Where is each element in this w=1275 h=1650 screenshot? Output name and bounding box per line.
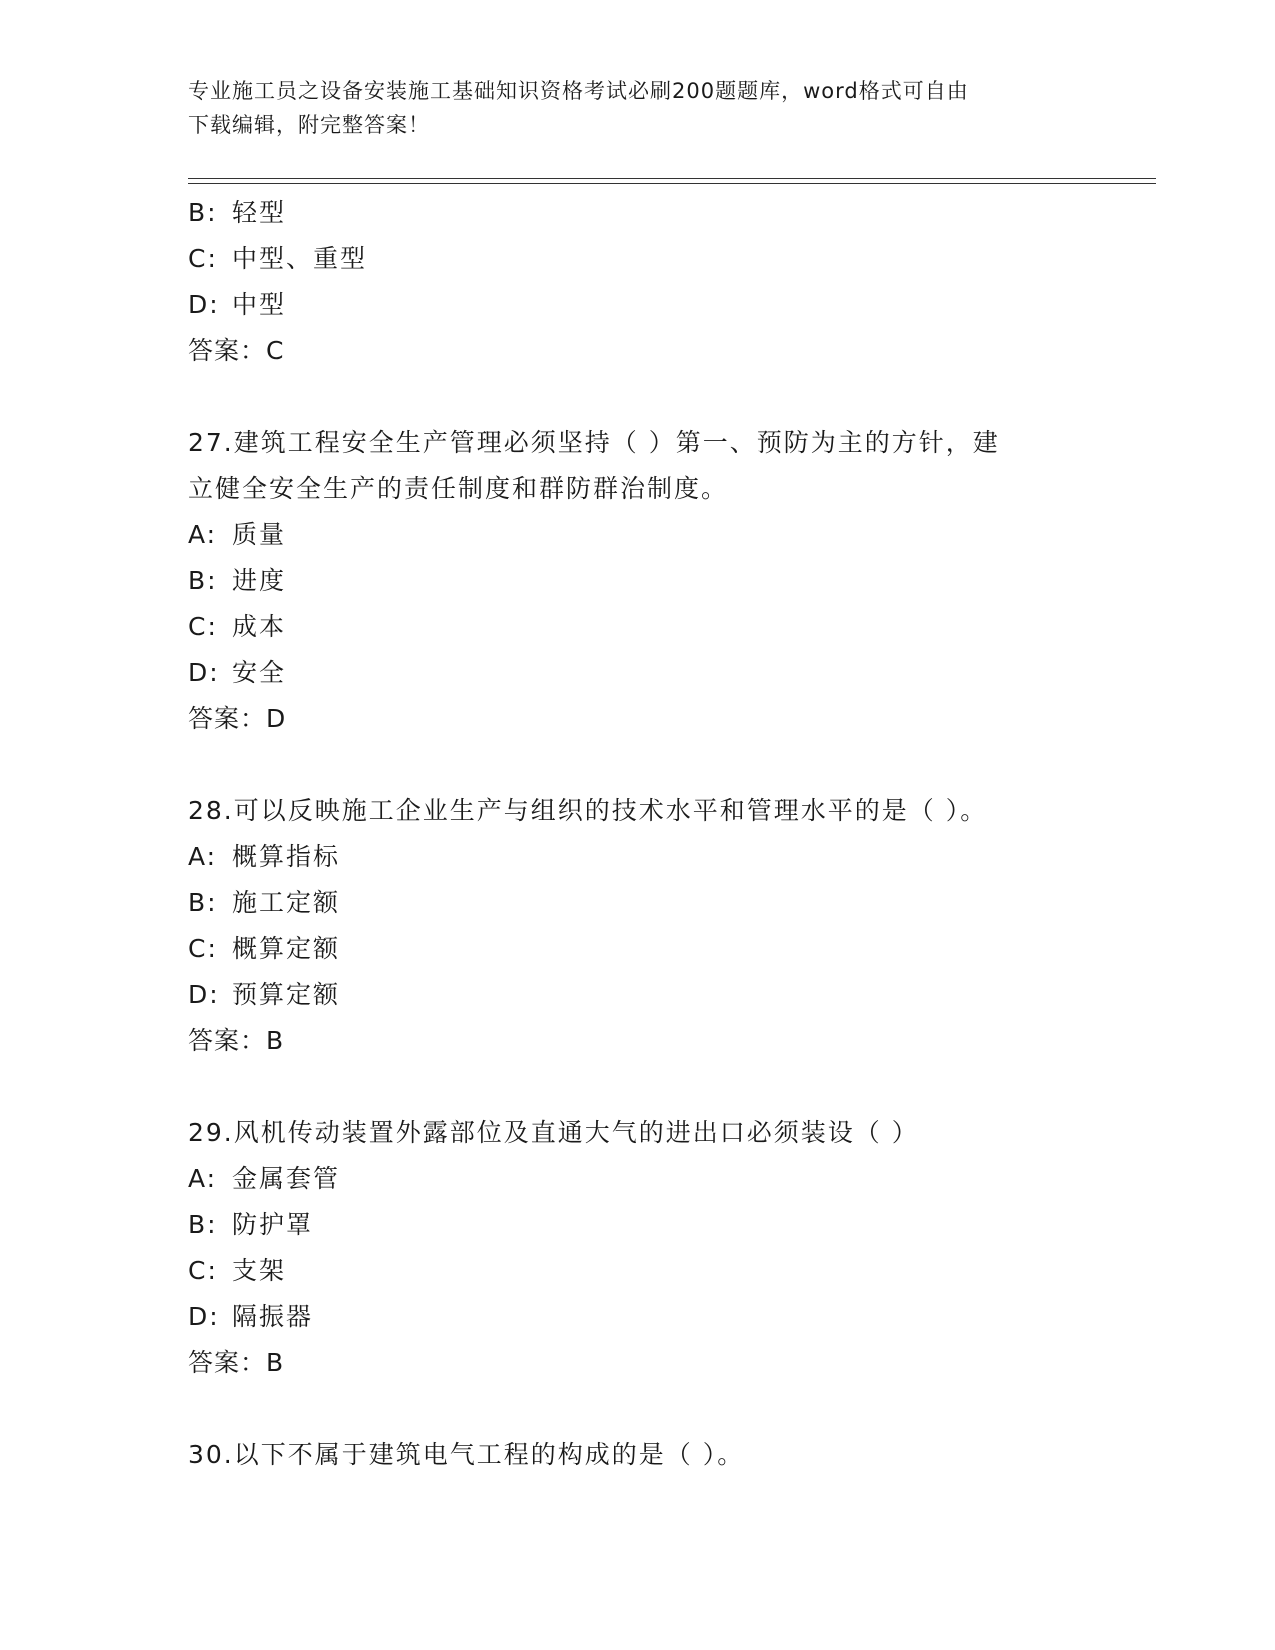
option-label: A: [188, 520, 218, 549]
document-header [188, 74, 1088, 142]
question-stem-line-2: 立健全安全生产的责任制度和群防群治制度。 [188, 474, 729, 503]
answer-line: 答案：B [188, 1026, 285, 1055]
option-text: 金属套管 [232, 1164, 341, 1193]
question-28 [188, 788, 1108, 1064]
question-stem-line-1: 29.风机传动装置外露部位及直通大气的进出口必须装设（ ） [188, 1118, 919, 1147]
answer-line: 答案：C [188, 336, 285, 365]
spacer [188, 1064, 1108, 1110]
option-a [188, 834, 1108, 880]
option-b [188, 558, 1108, 604]
question-list [188, 190, 1108, 1478]
option-label: C: [188, 934, 218, 963]
option-label: D: [188, 1302, 220, 1331]
option-a [188, 512, 1108, 558]
option-label: B: [188, 198, 218, 227]
option-text: 中型 [232, 290, 287, 319]
option-text: 中型、重型 [232, 244, 368, 273]
spacer [188, 1386, 1108, 1432]
option-label: C: [188, 1256, 218, 1285]
header-title-line-2: 下载编辑，附完整答案！ [188, 113, 430, 137]
spacer [188, 374, 1108, 420]
option-label: D: [188, 290, 220, 319]
option-a [188, 1156, 1108, 1202]
option-text: 进度 [232, 566, 287, 595]
option-label: A: [188, 842, 218, 871]
option-text: 预算定额 [232, 980, 341, 1009]
answer-line: 答案：D [188, 704, 287, 733]
answer-line: 答案：B [188, 1348, 285, 1377]
question-26-continuation [188, 190, 1108, 374]
option-c [188, 604, 1108, 650]
option-label: D: [188, 658, 220, 687]
option-label: A: [188, 1164, 218, 1193]
option-text: 概算指标 [232, 842, 341, 871]
option-d [188, 650, 1108, 696]
question-stem-line-1: 27.建筑工程安全生产管理必须坚持（ ）第一、预防为主的方针，建 [188, 428, 1000, 457]
question-27 [188, 420, 1108, 742]
option-b [188, 1202, 1108, 1248]
option-text: 支架 [232, 1256, 287, 1285]
option-d [188, 1294, 1108, 1340]
spacer [188, 742, 1108, 788]
option-text: 施工定额 [232, 888, 341, 917]
option-label: B: [188, 1210, 218, 1239]
option-text: 概算定额 [232, 934, 341, 963]
option-b [188, 190, 1108, 236]
option-text: 隔振器 [232, 1302, 314, 1331]
option-text: 安全 [232, 658, 287, 687]
option-text: 轻型 [232, 198, 287, 227]
option-b [188, 880, 1108, 926]
option-d [188, 282, 1108, 328]
question-stem-line-1: 28.可以反映施工企业生产与组织的技术水平和管理水平的是（ ）。 [188, 796, 988, 825]
option-d [188, 972, 1108, 1018]
option-label: D: [188, 980, 220, 1009]
option-c [188, 926, 1108, 972]
option-c [188, 236, 1108, 282]
question-30 [188, 1432, 1108, 1478]
option-label: B: [188, 888, 218, 917]
option-text: 质量 [232, 520, 287, 549]
option-label: C: [188, 612, 218, 641]
header-divider [188, 178, 1156, 184]
question-29 [188, 1110, 1108, 1386]
question-stem-line-1: 30.以下不属于建筑电气工程的构成的是（ ）。 [188, 1440, 745, 1469]
option-text: 防护罩 [232, 1210, 314, 1239]
option-label: B: [188, 566, 218, 595]
option-text: 成本 [232, 612, 287, 641]
option-c [188, 1248, 1108, 1294]
option-label: C: [188, 244, 218, 273]
header-title-line-1: 专业施工员之设备安装施工基础知识资格考试必刷200题题库，word格式可自由 [188, 79, 969, 103]
